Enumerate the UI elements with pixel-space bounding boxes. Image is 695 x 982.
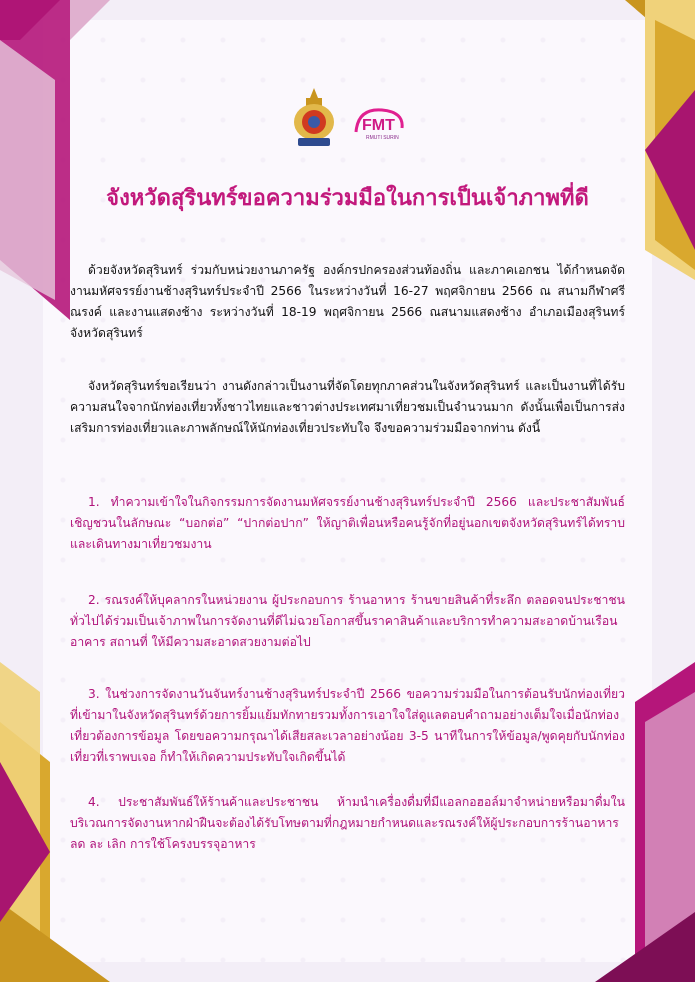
- request-paragraph: จังหวัดสุรินทร์ขอเรียนว่า งานดังกล่าวเป็นงานที่จัดโดยทุกภาคส่วนในจังหวัดสุรินทร์ และเป็นงานที่ได้รับความสนใจจากนักท่องเที่ยวทั้งชาวไทยและชาวต่างประเทศมาเที่ยวชมเป็นจำนวนมาก ดังนั้นเพื่อเป็นการส่งเสริมการท่องเที่ยวและภาพลักษณ์ให้นักท่องเที่ยวประทับใจ จึงขอความร่วมมือจากท่าน ดังนี้: [70, 379, 625, 435]
- left-ribbon-decoration: [0, 762, 60, 922]
- svg-text:RMUTI SURIN: RMUTI SURIN: [366, 135, 399, 141]
- item-2-paragraph: 2. รณรงค์ให้บุคลากรในหน่วยงาน ผู้ประกอบการ ร้านอาหาร ร้านขายสินค้าที่ระลึก ตลอดจนประชาชนทั่วไปได้ร่วมเป็นเจ้าภาพในการจัดงานที่ดีไม่ฉวยโอกาสขึ้นราคาสินค้าและบริการทำความสะอาดบ้านเรือน อาคาร สถานที่ ให้มีความสะอาดสวยงามต่อไป: [70, 593, 625, 649]
- university-seal-icon: [288, 88, 340, 150]
- page-title: จังหวัดสุรินทร์ขอความร่วมมือในการเป็นเจ้าภาพที่ดี: [106, 186, 589, 211]
- item-3-paragraph: 3. ในช่วงการจัดงานวันจันทร์งานช้างสุรินทร์ประจำปี 2566 ขอความร่วมมือในการต้อนรับนักท่องเที่ยวที่เข้ามาในจังหวัดสุรินทร์ด้วยการยิ้มแย้มทักทายรวมทั้งการเอาใจใส่ดูแลตอบคำถามอย่างเต็มใจเมื่อนักท่องเที่ยวต้องการข้อมูล โดยขอความกรุณาได้เสียสละเวลาอย่างน้อย 3-5 นาทีในการให้ข้อมูล/พูดคุยกับนักท่องเที่ยวที่เราพบเจอ ก็ทำให้เกิดความประทับใจเกิดขึ้นได้: [70, 687, 625, 764]
- item-4-paragraph: 4. ประชาสัมพันธ์ให้ร้านค้าและประชาชน ห้ามนำเครื่องดื่มที่มีแอลกอฮอล์มาจำหน่ายหรือมาดื่มในบริเวณการจัดงานหากฝ่าฝืนจะต้องได้รับโทษตามที่กฎหมายกำหนดและรณรงค์ให้ผู้ประกอบการร้านอาหาร ลด ละ เลิก การใช้โครงบรรจุอาหาร: [70, 795, 625, 851]
- intro-paragraph: ด้วยจังหวัดสุรินทร์ ร่วมกับหน่วยงานภาครัฐ องค์กรปกครองส่วนท้องถิ่น และภาคเอกชน ได้กำหนดจัดงานมหัศจรรย์งานช้างสุรินทร์ประจำปี 2566 ในระหว่างวันที่ 16-27 พฤศจิกายน 2566 ณ สนามกีฬาศรีณรงค์ และงานแสดงช้าง ระหว่างวันที่ 18-19 พฤศจิกายน 2566 ณสนามแสดงช้าง อำเภอเมืองสุรินทร์ จังหวัดสุรินทร์: [70, 263, 625, 340]
- logo-row: [0, 88, 695, 158]
- item-1-paragraph: 1. ทำความเข้าใจในกิจกรรมการจัดงานมหัศจรรย์งานช้างสุรินทร์ประจำปี 2566 และประชาสัมพันธ์เชิญชวนในลักษณะ “บอกต่อ” “ปากต่อปาก” ให้ญาติเพื่อนหรือคนรู้จักที่อยู่นอกเขตจังหวัดสุรินทร์ได้ทราบ และเดินทางมาเที่ยวชมงาน: [70, 495, 625, 551]
- fmt-logo-icon: [352, 102, 408, 142]
- svg-text:FMT: FMT: [362, 117, 395, 134]
